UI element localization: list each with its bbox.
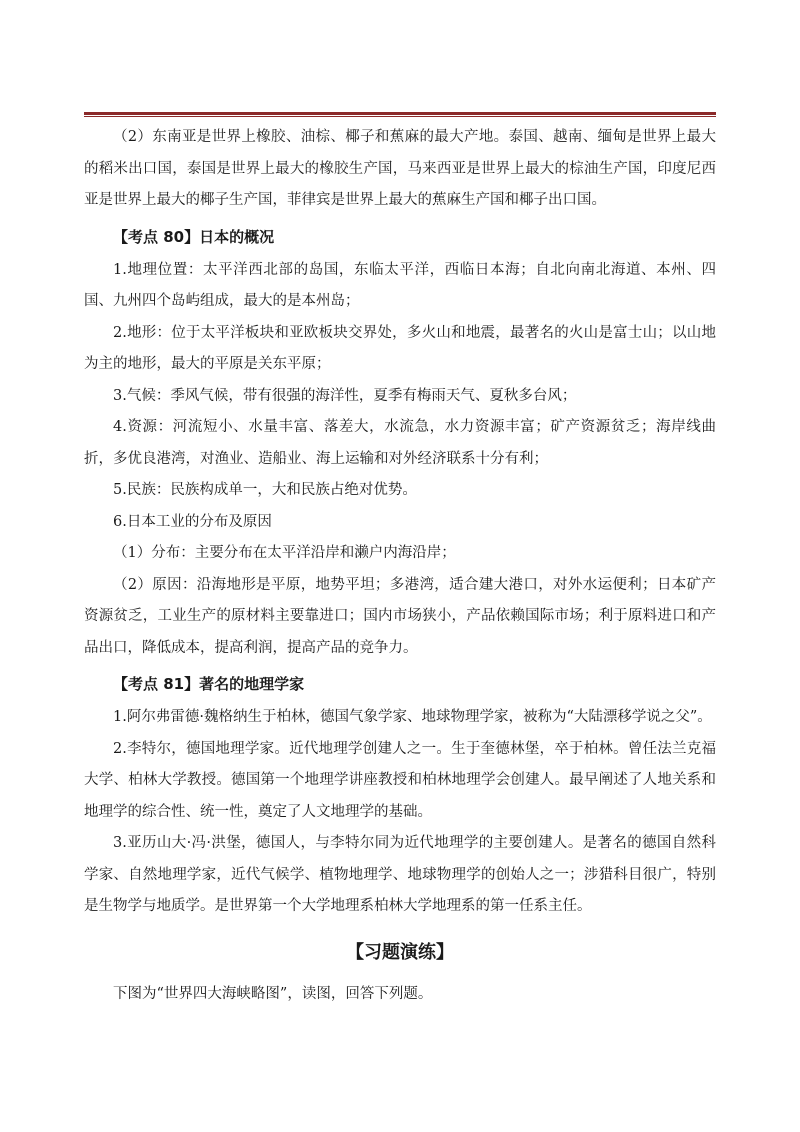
section-81-item-3: 3.亚历山大·冯·洪堡，德国人，与李特尔同为近代地理学的主要创建人。是著名的德国自然科学家、自然地理学家，近代气候学、植物地理学、地球物理学的创始人之一；涉猎科目很广，特别是生物学与地质学。是世界第一个大学地理系柏林大学地理系的第一任系主任。 xyxy=(84,835,716,914)
section-80-item-4: 4.资源：河流短小、水量丰富、落差大，水流急，水力资源丰富；矿产资源贫乏；海岸线曲折，多优良港湾，对渔业、造船业、海上运输和对外经济联系十分有利； xyxy=(84,419,716,467)
document-body xyxy=(84,122,716,1010)
section-80-item-6: 6.日本工业的分布及原因 xyxy=(113,513,272,530)
exercise-intro: 下图为“世界四大海峡略图”，读图，回答下列题。 xyxy=(113,985,433,1002)
section-81-item-2: 2.李特尔，德国地理学家。近代地理学创建人之一。生于奎德林堡，卒于柏林。曾任法兰克福大学、柏林大学教授。德国第一个地理学讲座教授和柏林地理学会创建人。最早阐述了人地关系和地理学的综合性、统一性，奠定了人文地理学的基础。 xyxy=(84,740,716,820)
header-rule xyxy=(84,112,716,115)
section-81-item-1: 1.阿尔弗雷德·魏格纳生于柏林，德国气象学家、地球物理学家，被称为“大陆漂移学说之父”。 xyxy=(113,709,712,725)
section-80-heading: 【考点 80】日本的概况 xyxy=(113,227,275,246)
section-80-item-6-2: （2）原因：沿海地形是平原，地势平坦；多港湾，适合建大港口，对外水运便利；日本矿产资源贫乏，工业生产的原材料主要靠进口；国内市场狭小，产品依赖国际市场；利于原料进口和产品出口，降低成本，提高利润，提高产品的竞争力。 xyxy=(84,576,716,656)
section-80-item-6-1: （1）分布：主要分布在太平洋沿岸和濑户内海沿岸； xyxy=(113,545,456,561)
section-80-item-5: 5.民族：民族构成单一，大和民族占绝对优势。 xyxy=(113,482,417,498)
intro-paragraph: （2）东南亚是世界上橡胶、油棕、椰子和蕉麻的最大产地。泰国、越南、缅甸是世界上最大的稻米出口国，泰国是世界上最大的橡胶生产国，马来西亚是世界上最大的棕油生产国，印度尼西亚是世界上最大的椰子生产国，菲律宾是世界上最大的蕉麻生产国和椰子出口国。 xyxy=(84,129,716,208)
header-rule-thin xyxy=(84,116,716,117)
section-80-item-3: 3.气候：季风气候，带有很强的海洋性，夏季有梅雨天气、夏秋多台风； xyxy=(113,387,577,404)
section-80-item-2: 2.地形：位于太平洋板块和亚欧板块交界处，多火山和地震，最著名的火山是富士山；以山地为主的地形，最大的平原是关东平原； xyxy=(84,324,716,372)
exercise-heading: 【习题演练】 xyxy=(346,941,454,963)
section-81-heading: 【考点 81】著名的地理学家 xyxy=(113,675,305,693)
section-80-item-1: 1.地理位置：太平洋西北部的岛国，东临太平洋，西临日本海；自北向南北海道、本州、四国、九州四个岛屿组成，最大的是本州岛； xyxy=(84,261,716,309)
